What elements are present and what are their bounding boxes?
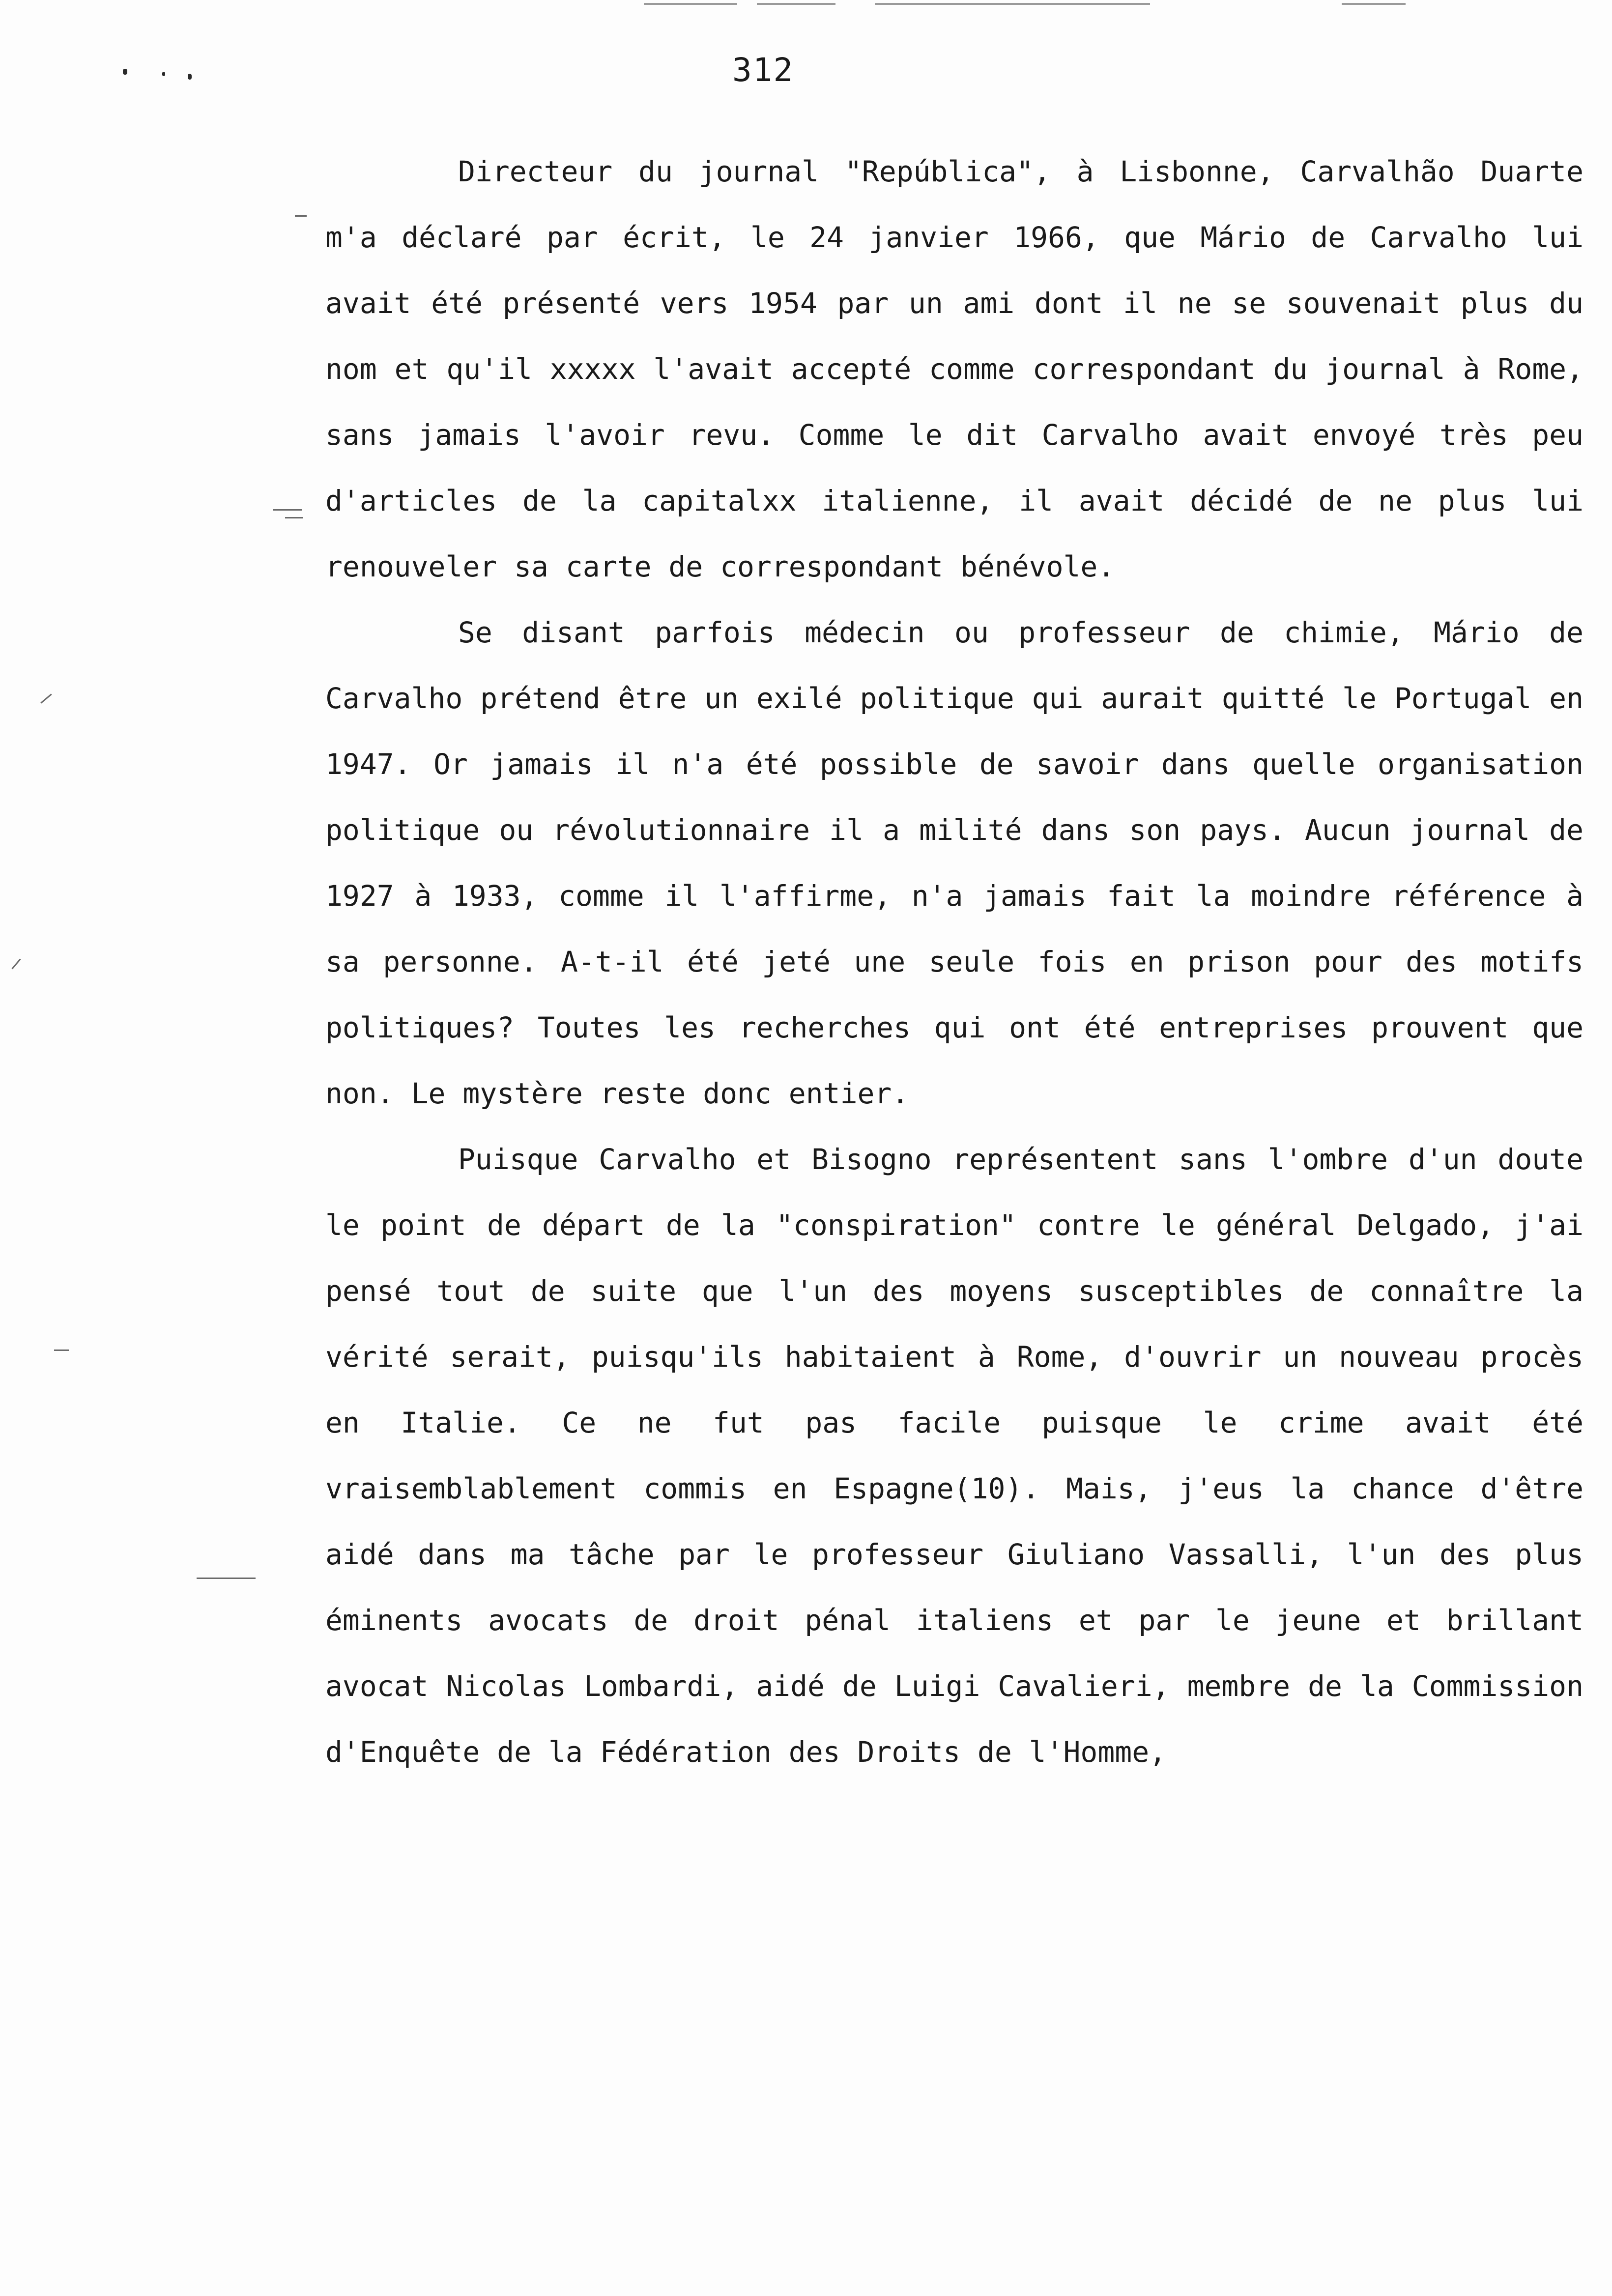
margin-mark <box>40 693 52 703</box>
paragraph: Se disant parfois médecin ou professeur de chimie, Mário de Carvalho prétend être un exilé politique qui aurait quitté le Portugal en 1947. Or jamais il n'a été possible de savoir dans quelle organisation politique ou révolutionnaire il a milité dans son pays. Aucun journal de 1927 à 1933, comme il l'affirme, n'a jamais fait la moindre référence à sa personne. A-t-il été jeté une seule fois en prison pour des motifs politiques? Toutes les recherches qui ont été entreprises prouvent que non. Le mystère reste donc entier. <box>325 616 1583 1110</box>
margin-mark <box>285 517 303 518</box>
margin-mark <box>197 1578 256 1579</box>
top-scan-rule <box>1342 3 1406 5</box>
scan-dot <box>123 69 127 75</box>
margin-mark <box>54 1349 69 1351</box>
margin-mark <box>295 215 307 217</box>
scan-dot <box>188 74 192 80</box>
page-number: 312 <box>732 51 794 89</box>
body-text <box>325 139 1583 1785</box>
top-scan-rule <box>644 3 737 5</box>
paragraph: Puisque Carvalho et Bisogno représentent sans l'ombre d'un doute le point de départ de la "conspiration" contre le général Delgado, j'ai pensé tout de suite que l'un des moyens susceptibles de connaître la vérité serait, puisqu'ils habitaient à Rome, d'ouvrir un nouveau procès en Italie. Ce ne fut pas facile puisque le crime avait été vraisemblablement commis en Espagne(10). Mais, j'eus la chance d'être aidé dans ma tâche par le professeur Giuliano Vassalli, l'un des plus éminents avocats de droit pénal italiens et par le jeune et brillant avocat Nicolas Lombardi, aidé de Luigi Cavalieri, membre de la Commission d'Enquête de la Fédération des Droits de l'Homme, <box>325 1143 1583 1769</box>
margin-mark <box>11 959 21 970</box>
top-scan-rule <box>875 3 1150 5</box>
scan-dot <box>162 72 165 76</box>
margin-mark <box>273 509 302 511</box>
top-scan-rule <box>757 3 835 5</box>
paragraph: Directeur du journal "República", à Lisbonne, Carvalhão Duarte m'a déclaré par écrit, le 24 janvier 1966, que Mário de Carvalho lui avait été présenté vers 1954 par un ami dont il ne se souvenait plus du nom et qu'il xxxxx l'avait accepté comme correspondant du journal à Rome, sans jamais l'avoir revu. Comme le dit Carvalho avait envoyé très peu d'articles de la capitalxx italienne, il avait décidé de ne plus lui renouveler sa carte de correspondant bénévole. <box>325 155 1583 583</box>
